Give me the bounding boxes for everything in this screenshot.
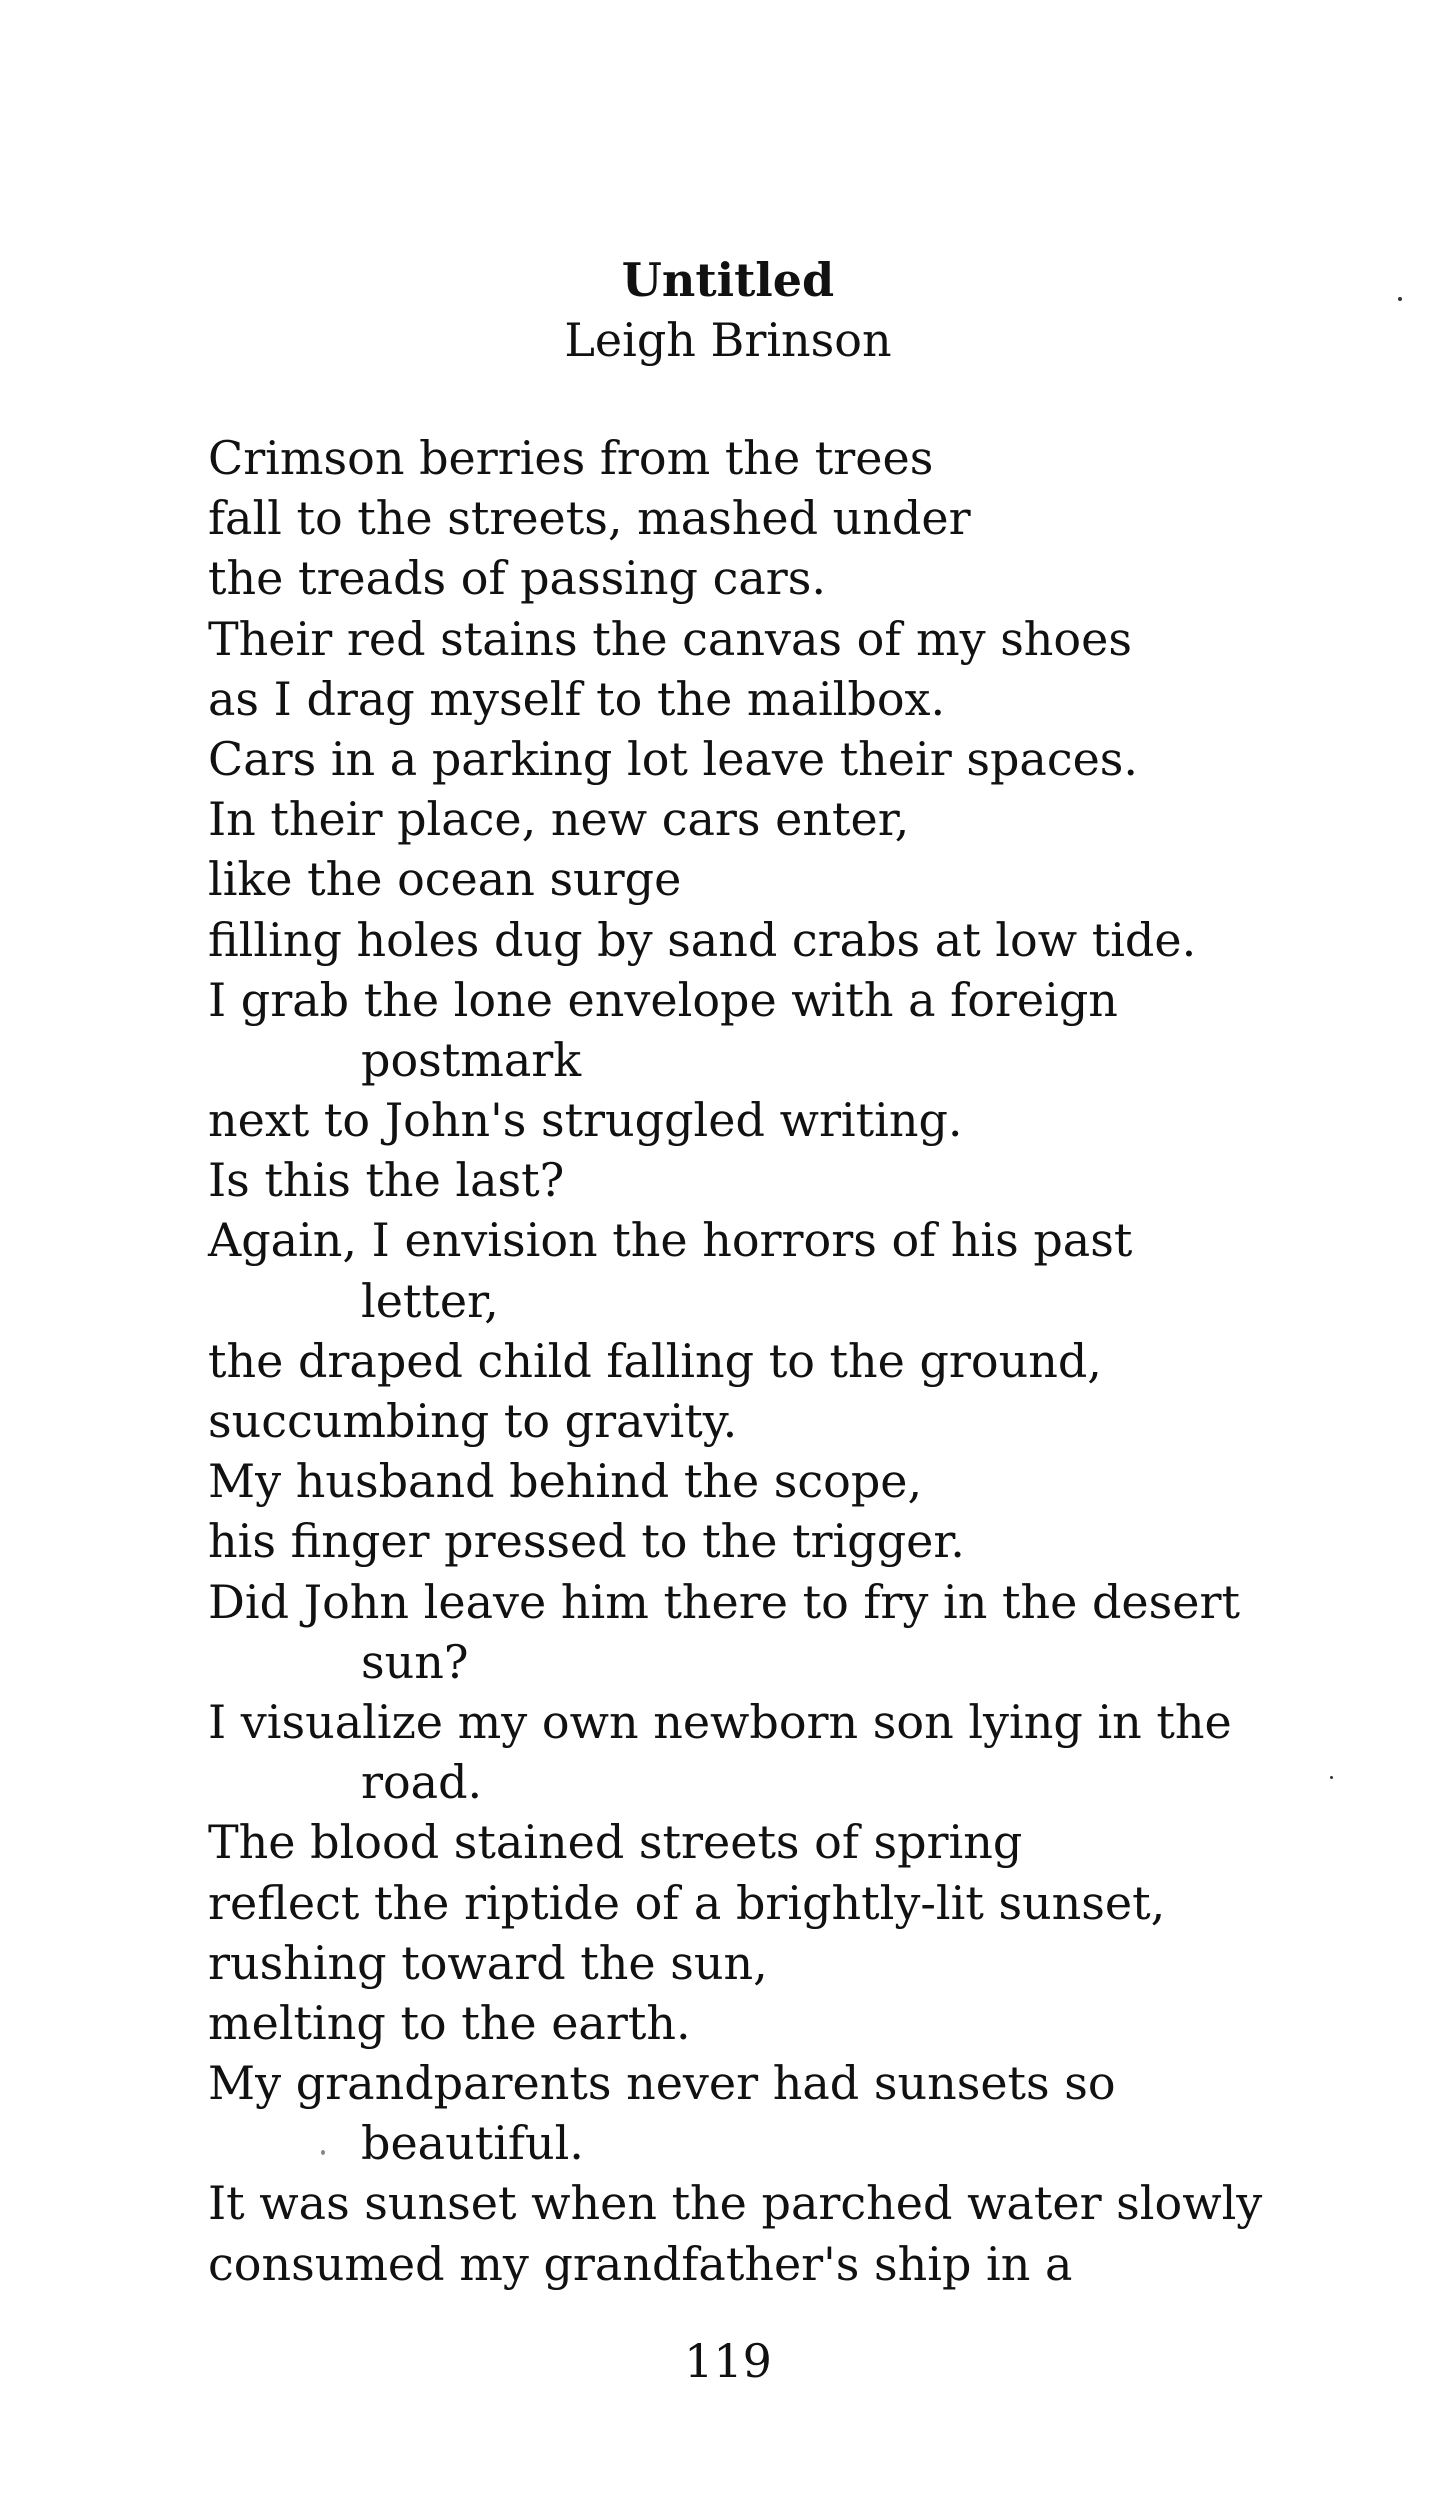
poem-line: beautiful. bbox=[361, 2116, 584, 2171]
poem-line: I visualize my own newborn son lying in the bbox=[208, 1694, 1232, 1749]
poem-line: the treads of passing cars. bbox=[208, 551, 826, 606]
poem-line: reflect the riptide of a brightly-lit sunset, bbox=[208, 1875, 1166, 1930]
poem-line: Crimson berries from the trees bbox=[208, 431, 934, 485]
poem-line: succumbing to gravity. bbox=[208, 1394, 738, 1448]
poem-line: like the ocean surge bbox=[208, 852, 682, 907]
poem-line: as I drag myself to the mailbox. bbox=[208, 671, 946, 726]
poem-line: Cars in a parking lot leave their spaces. bbox=[208, 731, 1139, 786]
poem-line: rushing toward the sun, bbox=[208, 1935, 768, 1990]
page-number: 119 bbox=[684, 2334, 772, 2388]
poem-line: the draped child falling to the ground, bbox=[208, 1333, 1102, 1388]
poem-author: Leigh Brinson bbox=[564, 313, 892, 367]
poem-line: filling holes dug by sand crabs at low tide. bbox=[208, 912, 1197, 967]
poem-line: postmark bbox=[361, 1032, 582, 1087]
poem-line: Is this the last? bbox=[208, 1153, 565, 1208]
scan-speck bbox=[1398, 297, 1402, 301]
poem-line: The blood stained streets of spring bbox=[208, 1815, 1023, 1870]
poem-line: Again, I envision the horrors of his past bbox=[208, 1213, 1133, 1268]
poem-line: melting to the earth. bbox=[208, 1995, 691, 2050]
poem-line: Did John leave him there to fry in the desert bbox=[208, 1574, 1240, 1629]
poem-title: Untitled bbox=[621, 253, 835, 307]
poem-line: sun? bbox=[361, 1634, 469, 1689]
poem-line: In their place, new cars enter, bbox=[208, 792, 910, 847]
poem-line: his finger pressed to the trigger. bbox=[208, 1514, 965, 1569]
poem-line: next to John's struggled writing. bbox=[208, 1093, 963, 1148]
poem-line: My grandparents never had sunsets so bbox=[208, 2056, 1116, 2111]
poem-line: I grab the lone envelope with a foreign bbox=[208, 972, 1118, 1027]
poem-line: Their red stains the canvas of my shoes bbox=[208, 611, 1132, 666]
poem-line: My husband behind the scope, bbox=[208, 1454, 923, 1509]
poem-line: consumed my grandfather's ship in a bbox=[208, 2236, 1073, 2291]
scan-speck bbox=[1330, 1776, 1333, 1779]
poem-line: road. bbox=[361, 1755, 483, 1810]
scan-speck bbox=[321, 2150, 325, 2155]
poem-line: letter, bbox=[361, 1273, 499, 1328]
poem-body bbox=[208, 428, 1408, 2294]
poem-line: It was sunset when the parched water slowly bbox=[208, 2176, 1263, 2231]
poem-line: fall to the streets, mashed under bbox=[208, 491, 971, 546]
